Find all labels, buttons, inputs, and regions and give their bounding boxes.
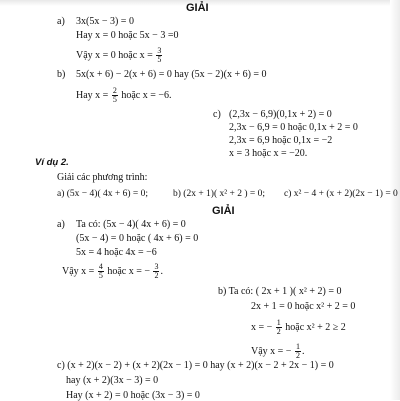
fraction-1-2-a: $\frac{1}{2}$ [276,318,281,337]
problem-b: b) (2x + 1)( x² + 2 ) = 0; [173,189,266,199]
task-statement: Giải các phương trình: [57,172,148,183]
part-a1-conclusion-text: Vậy x = 0 hoặc x = [76,50,153,62]
part-a2-label: a) [57,219,65,230]
part-b2-line-3: x = − $\frac{1}{2}$ hoặc x² + 2 ≥ 2 [251,318,346,337]
part-a2-line-2: (5x − 4) = 0 hoặc ( 4x + 6) = 0 [76,233,199,244]
part-a2-line-1: Ta có: (5x − 4)( 4x + 6) = 0 [76,219,186,230]
part-a1-line-3 [76,47,163,65]
solution-heading-1: GIẢI [186,2,209,14]
fraction-3-5: $\frac{3}{5}$ [157,46,162,65]
example-2-heading: Ví dụ 2. [35,157,69,168]
part-b1-line-2: Hay x = $\frac{2}{5}$ hoặc x = −6. [76,86,172,105]
fraction-3-2: $\frac{3}{2}$ [154,262,159,281]
part-c2-line-3: Hay (x + 2) = 0 hoặc (3x − 3) = 0 [66,390,200,401]
part-b1-line-1: 5x(x + 6) − 2(x + 6) = 0 hay (5x − 2)(x + 6) = 0 [76,69,267,80]
part-a2-line-4: Vậy x = $\frac{4}{5}$ hoặc x = − $\frac{3}{2}$ . [62,262,163,281]
page-binding-shadow [390,0,400,400]
solution-heading-2: GIẢI [212,205,235,217]
part-c2-line-1: c) (x + 2)(x − 2) + (x + 2)(2x − 1) = 0 hay (x + 2)(x − 2 + 2x − 1) = 0 [57,360,334,371]
fraction-2-5: $\frac{2}{5}$ [112,86,117,105]
fraction-4-5: $\frac{4}{5}$ [98,262,103,281]
part-b2-line-2: 2x + 1 = 0 hoặc x² + 2 = 0 [251,301,356,312]
part-b1-label: b) [57,69,66,80]
problem-c: c) x² − 4 + (x + 2)(2x − 1) = 0 [284,189,398,199]
problem-a: a) (5x − 4)( 4x + 6) = 0; [57,189,148,199]
part-a2-line-3: 5x = 4 hoặc 4x = −6 [76,247,157,258]
part-c1-line-2: 2,3x − 6,9 = 0 hoặc 0,1x + 2 = 0 [229,122,358,133]
part-c1-line-4: x = 3 hoặc x = −20. [229,148,308,159]
part-a1-line-2: Hay x = 0 hoặc 5x − 3 =0 [76,30,179,41]
part-c1-line-3: 2,3x = 6,9 hoặc 0,1x = −2 [229,135,333,146]
part-c1-line-1: (2,3x − 6,9)(0,1x + 2) = 0 [229,109,332,120]
part-a1-line-1: 3x(5x − 3) = 0 [76,16,134,27]
part-b2-line-4: Vậy x = − $\frac{1}{2}$ . [251,342,305,361]
part-c2-line-2: hay (x + 2)(3x − 3) = 0 [66,375,159,386]
part-b2-line-1: b) Ta có: ( 2x + 1 )( x² + 2) = 0 [218,286,342,297]
fraction-1-2-b: $\frac{1}{2}$ [295,342,300,361]
part-c1-label: c) [213,109,221,120]
part-a1-label: a) [57,16,65,27]
